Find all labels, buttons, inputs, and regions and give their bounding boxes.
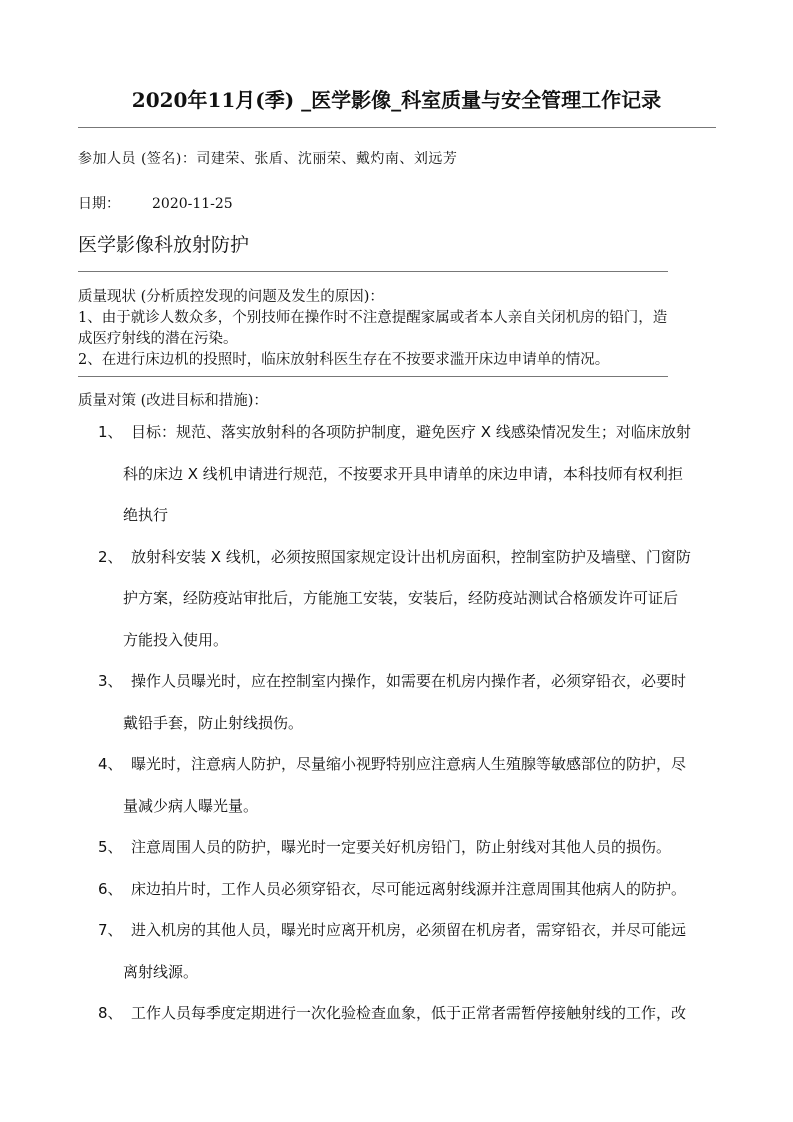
item-number: 1、 [98, 423, 123, 441]
status-heading: 质量现状 (分析质控发现的问题及发生的原因)： [78, 289, 384, 305]
status-line: 1、由于就诊人数众多，个别技师在操作时不注意提醒家属或者本人亲自关闭机房的铅门，造 [78, 310, 668, 326]
item-text-line: 进入机房的其他人员，曝光时应离开机房，必须留在机房者，需穿铅衣，并尽可能远 [131, 921, 687, 939]
item-text-line: 工作人员每季度定期进行一次化验检查血象，低于正常者需暂停接触射线的工作，改 [131, 1004, 687, 1022]
item-number: 5、 [98, 838, 123, 856]
item-number: 6、 [98, 879, 123, 898]
item-text-line: 戴铅手套，防止射线损伤。 [123, 713, 304, 732]
divider [78, 127, 716, 128]
item-text-line: 绝执行 [123, 506, 169, 524]
item-text-line: 科的床边 X 线机申请进行规范，不按要求开具申请单的床边申请，本科技师有权利拒 [123, 464, 683, 483]
item-text-line: 方能投入使用。 [123, 630, 229, 649]
divider [78, 271, 668, 272]
item-text-line: 离射线源。 [123, 962, 199, 981]
status-line: 成医疗射线的潜在污染。 [78, 331, 238, 347]
item-text-line: 曝光时，注意病人防护，尽量缩小视野特别应注意病人生殖腺等敏感部位的防护，尽 [131, 755, 687, 773]
participants: 参加人员 (签名)：司建荣、张盾、沈丽荣、戴灼南、刘远芳 [78, 151, 458, 167]
page-title: 2020年11月(季) _医学影像_科室质量与安全管理工作记录 [131, 88, 662, 112]
section-title: 医学影像科放射防护 [78, 234, 250, 256]
item-number: 3、 [98, 672, 123, 690]
item-number: 4、 [98, 755, 123, 773]
date-value: 2020-11-25 [152, 196, 233, 212]
item-number: 8、 [98, 1004, 123, 1022]
item-text-line: 注意周围人员的防护，曝光时一定要关好机房铅门，防止射线对其他人员的损伤。 [131, 838, 672, 856]
item-text-line: 床边拍片时，工作人员必须穿铅衣，尽可能远离射线源并注意周围其他病人的防护。 [131, 879, 687, 898]
item-text-line: 操作人员曝光时，应在控制室内操作，如需要在机房内操作者，必须穿铅衣，必要时 [131, 672, 687, 690]
item-text-line: 放射科安装 X 线机，必须按照国家规定设计出机房面积，控制室防护及墙壁、门窗防 [131, 547, 691, 566]
date-label: 日期： [78, 196, 120, 212]
item-number: 2、 [98, 547, 123, 566]
status-line: 2、在进行床边机的投照时，临床放射科医生存在不按要求滥开床边申请单的情况。 [78, 352, 610, 368]
item-text-line: 目标：规范、落实放射科的各项防护制度，避免医疗 X 线感染情况发生；对临床放射 [131, 423, 691, 441]
date-row [78, 193, 233, 213]
measures-heading: 质量对策 (改进目标和措施)： [78, 393, 268, 409]
item-text-line: 量减少病人曝光量。 [123, 796, 259, 815]
item-text-line: 护方案，经防疫站审批后，方能施工安装，安装后，经防疫站测试合格颁发许可证后 [123, 589, 679, 607]
item-number: 7、 [98, 921, 123, 939]
divider [78, 376, 668, 377]
